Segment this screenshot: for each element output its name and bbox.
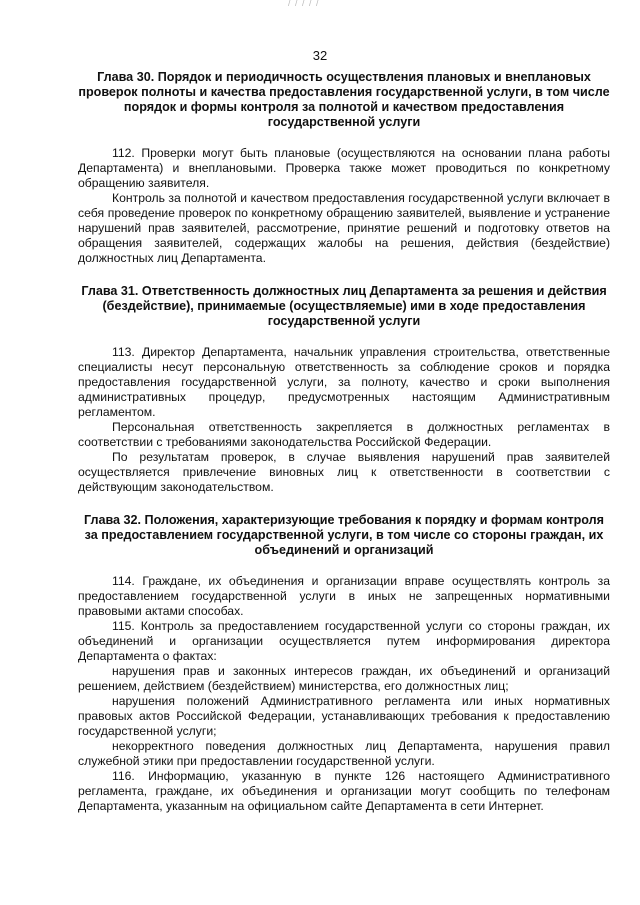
paragraph: 113. Директор Департамента, начальник управления строительства, ответственные специалисты несут персональную ответственность за соблюдение сроков и порядка предоставления государственной услуги, за полноту, качество и сроки выполнения административных процедур, предусмотренных настоящим Административным регламентом. bbox=[78, 345, 610, 419]
paragraph: 116. Информацию, указанную в пункте 126 настоящего Административного регламента, граждане, их объединения и организации могут сообщить по телефонам Департамента, указанным на официальном сайте Департамента в сети Интернет. bbox=[78, 769, 610, 813]
paragraph: нарушения положений Административного регламента или иных нормативных правовых актов Российской Федерации, устанавливающих требования к предоставлению государственной услуги; bbox=[78, 694, 610, 738]
page-number: 32 bbox=[312, 48, 328, 63]
paragraph: Персональная ответственность закрепляется в должностных регламентах в соответствии с требованиями законодательства Российской Федерации. bbox=[78, 420, 610, 449]
paragraph: 114. Граждане, их объединения и организации вправе осуществлять контроль за предоставлением государственной услуги в иных не запрещенных нормативными правовыми актами способах. bbox=[78, 574, 610, 618]
paragraph: 115. Контроль за предоставлением государственной услуги со стороны граждан, их объединений и организации осуществляется путем информирования директора Департамента о фактах: bbox=[78, 619, 610, 663]
paragraph: некорректного поведения должностных лиц Департамента, нарушения правил служебной этики при предоставлении государственной услуги. bbox=[78, 739, 610, 768]
paragraph: 112. Проверки могут быть плановые (осуществляются на основании плана работы Департамента) и внеплановыми. Проверка также может проводиться по конкретному обращению заявителя. bbox=[78, 146, 610, 190]
chapter-heading: Глава 31. Ответственность должностных лиц Департамента за решения и действия (бездействие), принимаемые (осуществляемые) ими в ходе предоставления государственной услуги bbox=[81, 284, 607, 328]
section-chapter-32 bbox=[78, 513, 610, 814]
section-chapter-30 bbox=[78, 70, 610, 266]
chapter-heading: Глава 32. Положения, характеризующие требования к порядку и формам контроля за предоставлением государственной услуги, в том числе со стороны граждан, их объединений и организаций bbox=[83, 513, 605, 557]
chapter-heading: Глава 30. Порядок и периодичность осуществления плановых и внеплановых проверок полноты и качества предоставления государственной услуги, в том числе порядок и формы контроля за полнотой и качеством предоставления государственной услуги bbox=[78, 70, 610, 129]
document-body bbox=[78, 70, 610, 814]
scan-mark: / / / / / bbox=[288, 0, 320, 8]
paragraph: По результатам проверок, в случае выявления нарушений прав заявителей осуществляется привлечение виновных лиц к ответственности в соответствии с действующим законодательством. bbox=[78, 450, 610, 494]
section-chapter-31 bbox=[78, 284, 610, 495]
paragraph: Контроль за полнотой и качеством предоставления государственной услуги включает в себя проведение проверок по конкретному обращению заявителей, выявление и устранение нарушений прав заявителей, рассмотрение, принятие решений и подготовку ответов на обращения заявителей, содержащих жалобы на решения, действия (бездействие) должностных лиц Департамента. bbox=[78, 191, 610, 265]
paragraph: нарушения прав и законных интересов граждан, их объединений и организаций решением, действием (бездействием) министерства, его должностных лиц; bbox=[78, 664, 610, 693]
